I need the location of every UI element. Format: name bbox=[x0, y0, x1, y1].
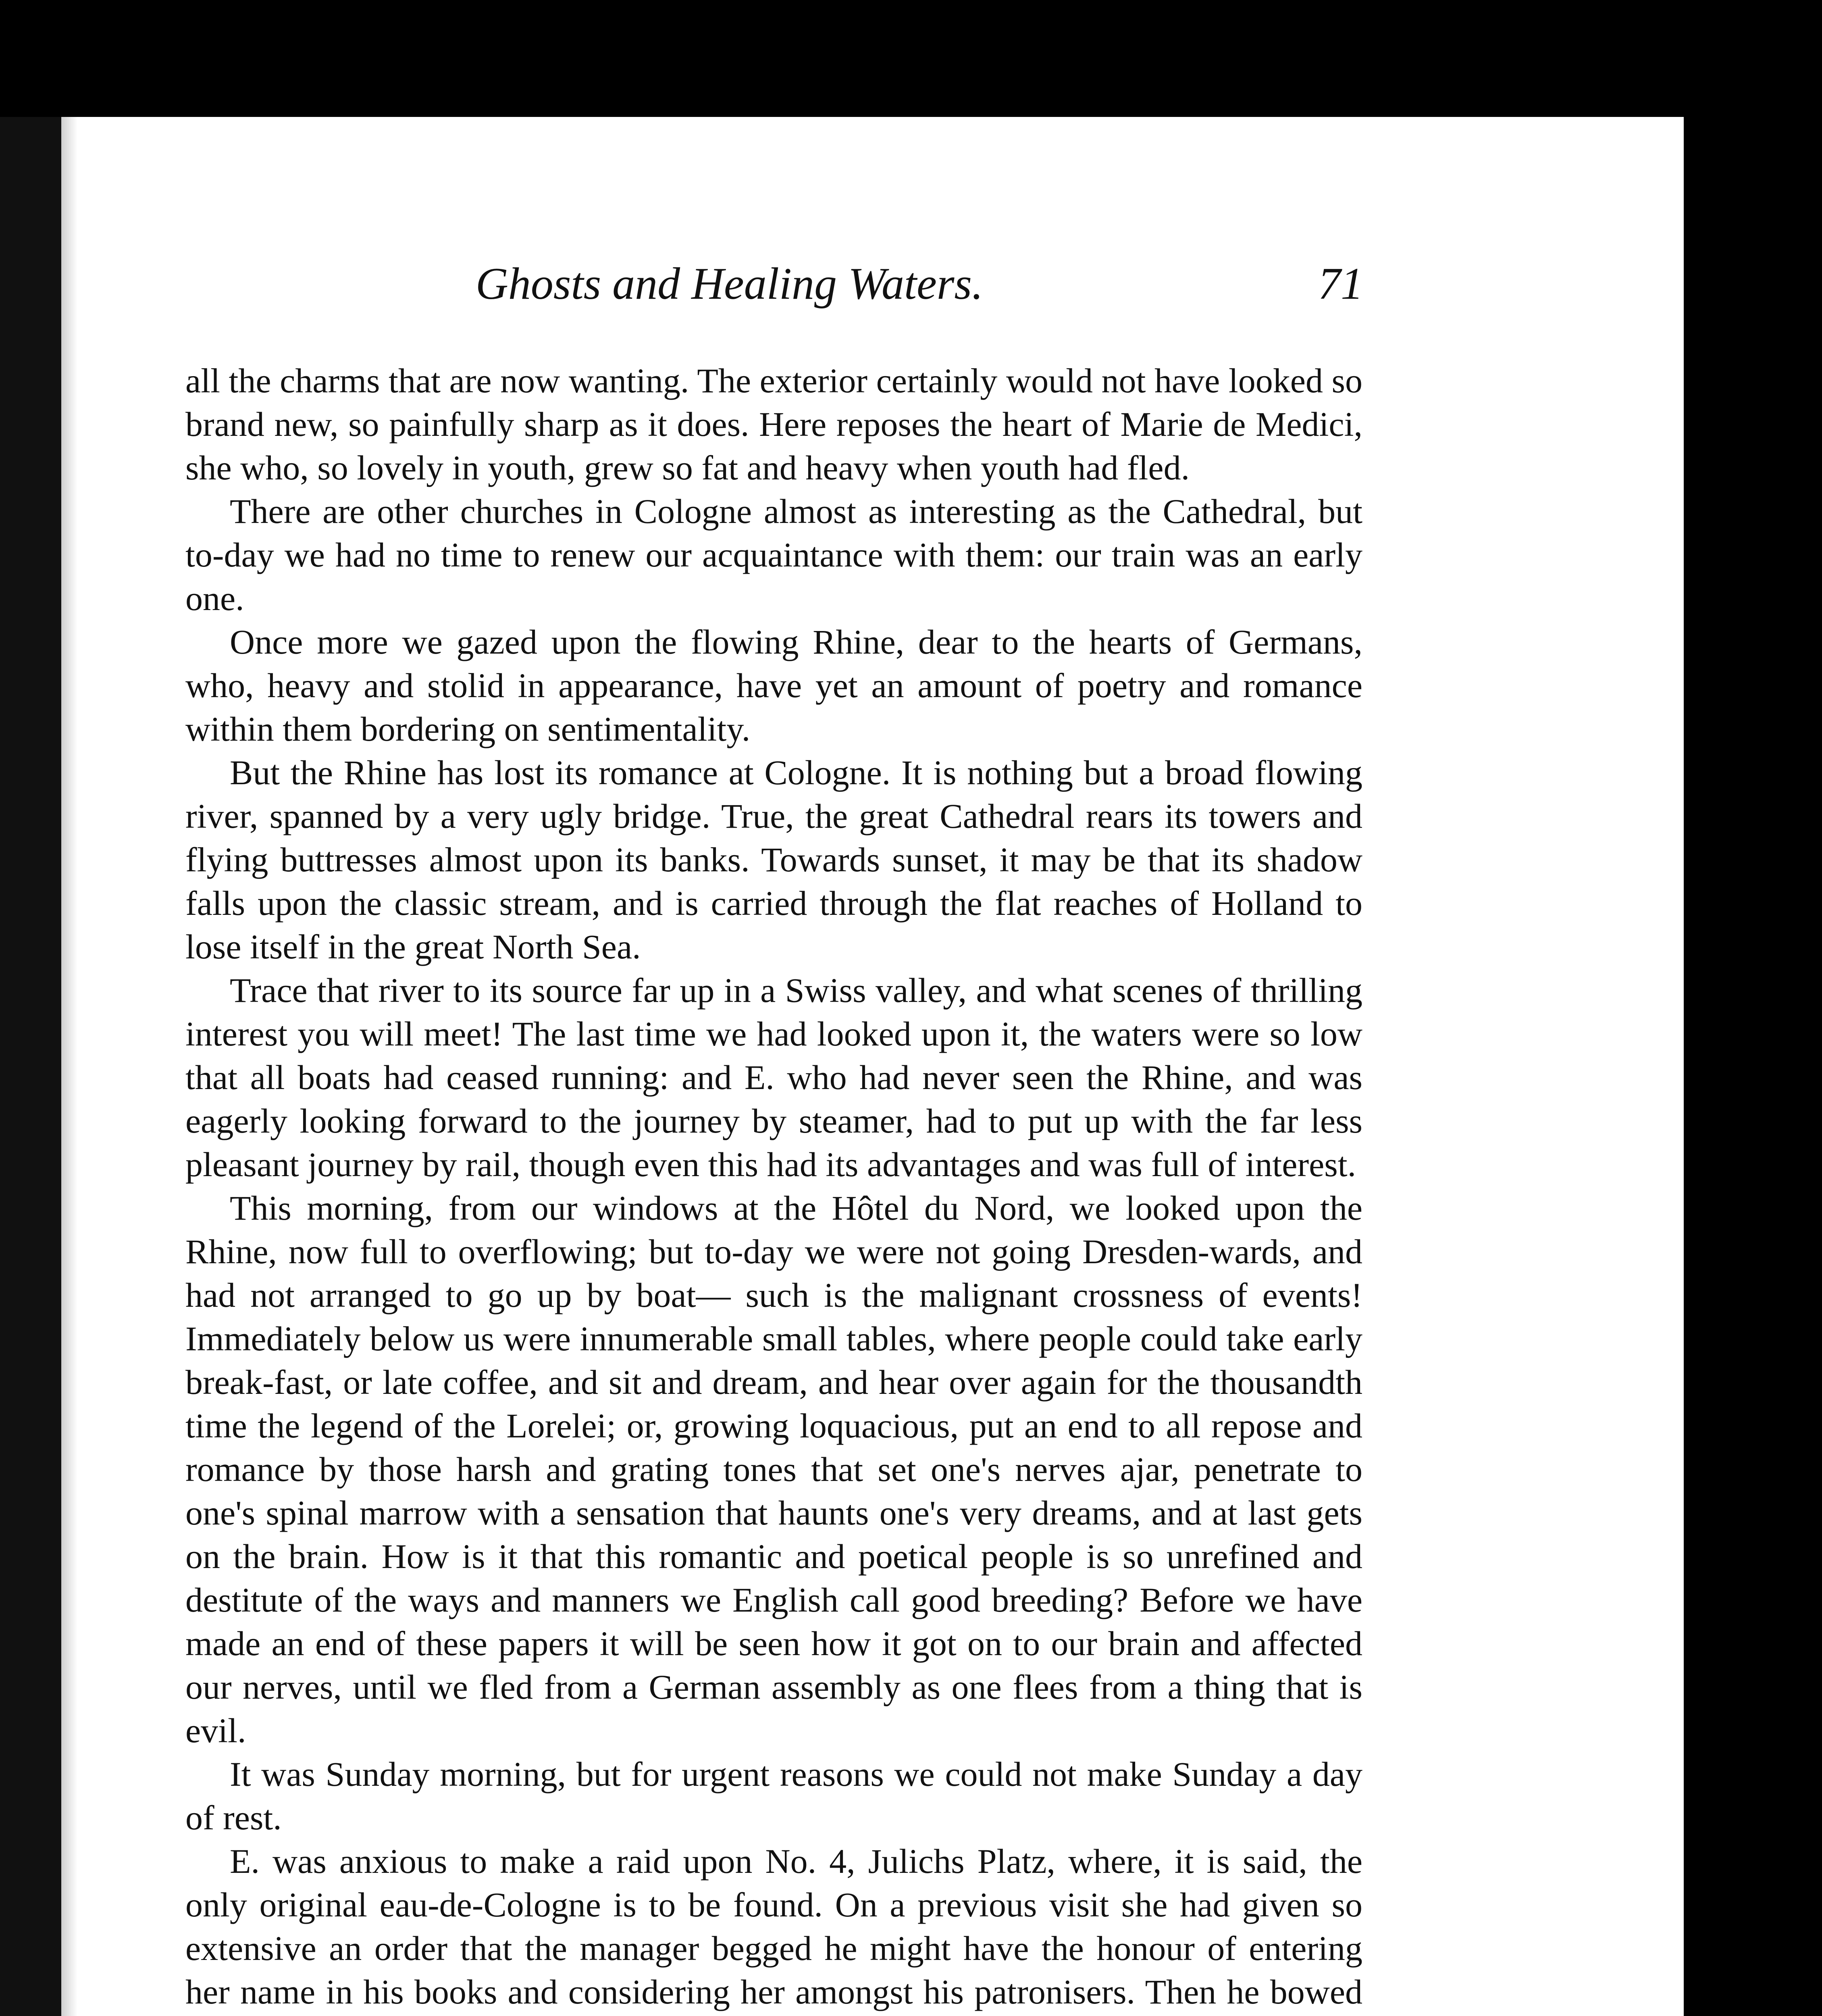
book-spine-edge bbox=[0, 117, 61, 2016]
paragraph: all the charms that are now wanting. The exterior certainly would not have looked so brand new, so painfully sharp as it does. Here reposes the heart of Marie de Medici, she who, so lovely in youth, grew so fat and heavy when youth had fled. bbox=[185, 361, 1362, 487]
body-text bbox=[185, 359, 1362, 2016]
paragraph: It was Sunday morning, but for urgent reasons we could not make Sunday a day of rest. bbox=[185, 1755, 1362, 1837]
page-number: 71 bbox=[1318, 259, 1363, 309]
paragraph: This morning, from our windows at the Hôtel du Nord, we looked upon the Rhine, now full to overflowing; but to-day we were not going Dresden-wards, and had not arranged to go up by boat— such is the malignant crossness of events! Immediately below us were innumerable small tables, where people could take early break-fast, or late coffee, and sit and dream, and hear over again for the thousandth time the legend of the Lorelei; or, growing loquacious, put an end to all repose and romance by those harsh and grating tones that set one's nerves ajar, penetrate to one's spinal marrow with a sensation that haunts one's very dreams, and at last gets on the brain. How is it that this romantic and poetical people is so unrefined and destitute of the ways and manners we English call good breeding? Before we have made an end of these papers it will be seen how it got on to our brain and affected our nerves, until we fled from a German assembly as one flees from a thing that is evil. bbox=[185, 1189, 1362, 1750]
paragraph: There are other churches in Cologne almost as interesting as the Cathedral, but to-day we had no time to renew our acquaintance with them: our train was an early one. bbox=[185, 492, 1362, 618]
paragraph: But the Rhine has lost its romance at Cologne. It is nothing but a broad flowing river, spanned by a very ugly bridge. True, the great Cathedral rears its towers and flying buttresses almost upon its banks. Towards sunset, it may be that its shadow falls upon the classic stream, and is carried through the flat reaches of Holland to lose itself in the great North Sea. bbox=[185, 753, 1362, 966]
page-gutter-shadow bbox=[61, 117, 77, 2016]
paragraph: Once more we gazed upon the flowing Rhine, dear to the hearts of Germans, who, heavy and stolid in appearance, have yet an amount of poetry and romance within them bordering on sentimentality. bbox=[185, 623, 1362, 748]
paragraph: Trace that river to its source far up in a Swiss valley, and what scenes of thrilling interest you will meet! The last time we had looked upon it, the waters were so low that all boats had ceased running: and E. who had never seen the Rhine, and was eagerly looking forward to the journey by steamer, had to put up with the far less pleasant journey by rail, though even this had its advantages and was full of interest. bbox=[185, 971, 1362, 1184]
paragraph: E. was anxious to make a raid upon No. 4, Julichs Platz, where, it is said, the only original eau-de-Cologne is to be found. On a previous visit she had given so extensive an order that the manager begged he might have the honour of entering her name in his books and considering her amongst his patronisers. Then he bowed bbox=[185, 1842, 1362, 2011]
running-head-title: Ghosts and Healing Waters. bbox=[476, 259, 984, 309]
